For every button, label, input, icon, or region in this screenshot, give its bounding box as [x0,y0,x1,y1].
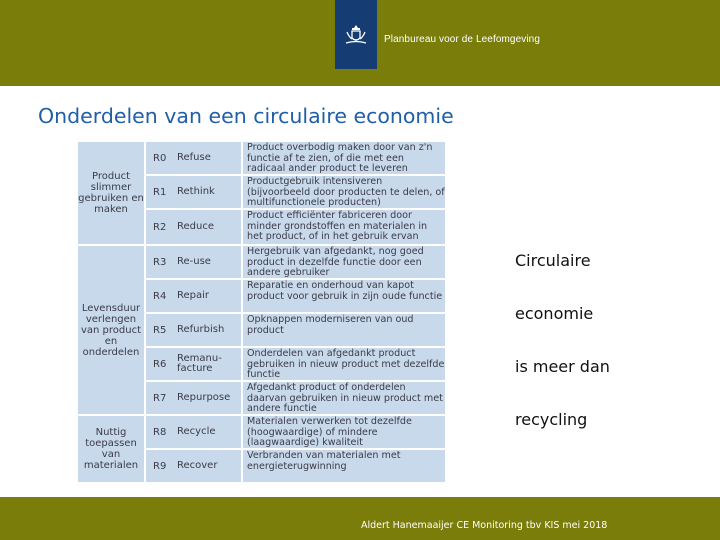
table-row-r8: R8 Recycle [146,416,241,448]
row-description: Materialen verwerken tot dezelfde (hoogwaardige) of mindere (laagwaardige) kwaliteit [243,416,445,448]
footer-bar [0,497,720,540]
side-text-line: recycling [515,410,588,429]
page-title: Onderdelen van een circulaire economie [38,104,454,128]
footer-text: Aldert Hanemaaijer CE Monitoring tbv KIS mei 2018 [361,520,608,531]
r-ladder-table [76,142,447,482]
table-row-r4: R4 Repair [146,280,241,312]
row-description: Onderdelen van afgedankt product gebruiken in nieuw product met dezelfde functie [243,348,445,380]
table-row-r5: R5 Refurbish [146,314,241,346]
row-description: Reparatie en onderhoud van kapot product voor gebruik in zijn oude functie [243,280,445,312]
row-description: Verbranden van materialen met energieterugwinning [243,450,445,482]
side-text [515,247,610,459]
side-text-line: Circulaire [515,251,591,270]
table-row-r7: R7 Repurpose [146,382,241,414]
group-cell: Nuttig toepassen van materialen [78,416,144,482]
table-row-r1: R1 Rethink [146,176,241,208]
table-row-r0: R0 Refuse [146,142,241,174]
logo-text: Planbureau voor de Leefomgeving [384,34,540,45]
row-description: Hergebruik van afgedankt, nog goed product in dezelfde functie door een andere gebruiker [243,246,445,278]
row-description: Product efficiënter fabriceren door minder grondstoffen en materialen in het product, of in het gebruik ervan [243,210,445,244]
table-row-r2: R2 Reduce [146,210,241,244]
group-cell: Product slimmer gebruiken en maken [78,142,144,244]
header-bar [0,0,720,86]
row-description: Afgedankt product of onderdelen daarvan gebruiken in nieuw product met andere functie [243,382,445,414]
row-description: Opknappen moderniseren van oud product [243,314,445,346]
group-cell: Levensduur verlengen van product en onderdelen [78,246,144,414]
side-text-line: economie [515,304,594,323]
row-description: Product overbodig maken door van z'n functie af te zien, of die met een radicaal ander product te leveren [243,142,445,174]
logo [335,0,377,69]
table-row-r3: R3 Re-use [146,246,241,278]
coat-of-arms-icon [343,23,369,47]
row-description: Productgebruik intensiveren (bijvoorbeeld door producten te delen, of multifunctionele producten) [243,176,445,208]
table-row-r9: R9 Recover [146,450,241,482]
side-text-line: is meer dan [515,357,610,376]
table-row-r6: R6 Remanu-facture [146,348,241,380]
